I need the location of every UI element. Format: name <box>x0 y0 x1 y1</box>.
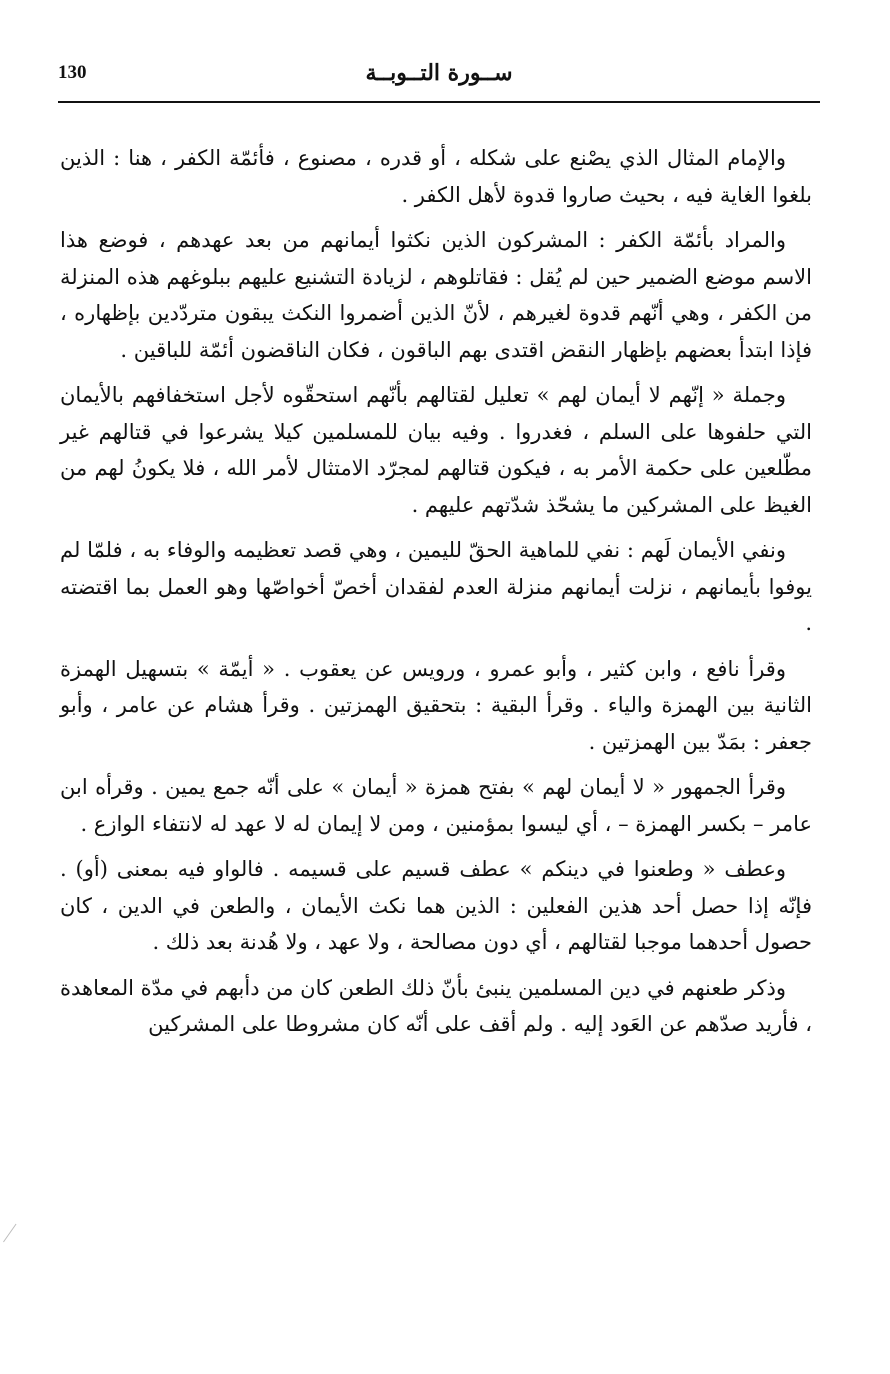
paragraph-5: وقرأ نافع ، وابن كثير ، وأبو عمرو ، ورويس عن يعقوب . « أيمّة » بتسهيل الهمزة الثانية بين الهمزة والياء . وقرأ البقية : بتحقيق الهمزتين . وقرأ هشام عن عامر ، وأبو جعفر : بمَدّ بين الهمزتين . <box>60 656 812 754</box>
body-text <box>60 140 812 1052</box>
page-header <box>58 60 820 100</box>
paragraph-6: وقرأ الجمهور « لا أيمان لهم » بفتح همزة « أيمان » على أنّه جمع يمين . وقرأه ابن عامر – بكسر الهمزة – ، أي ليسوا بمؤمنين ، ومن لا إيمان له لا عهد له لانتفاء الوازع . <box>60 775 812 836</box>
paragraph-8: وذكر طعنهم في دين المسلمين ينبئ بأنّ ذلك الطعن كان من دأبهم في مدّة المعاهدة ، فأريد صدّهم عن العَود إليه . ولم أقف على أنّه كان مشروطا على المشركين <box>60 975 812 1036</box>
paragraph-4: ونفي الأيمان لَهم : نفي للماهية الحقّ لليمين ، وهي قصد تعظيمه والوفاء به ، فلمّا لم يوفوا بأيمانهم ، نزلت أيمانهم منزلة العدم لفقدان أخصّ أخواصّها وهو العمل بما اقتضته . <box>60 538 812 635</box>
running-title: ســورة التــوبــة <box>365 60 513 86</box>
header-rule <box>58 101 820 103</box>
paragraph-7: وعطف « وطعنوا في دينكم » عطف قسيم على قسيمه . فالواو فيه بمعنى (أو) . فإنّه إذا حصل أحد هذين الفعلين : الذين هما نكث الأيمان ، والطعن في الدين ، كان حصول أحدهما موجبا لقتالهم ، أي دون مصالحة ، ولا عهد ، ولا هُدنة بعد ذلك . <box>60 857 812 954</box>
paragraph-2: والمراد بأئمّة الكفر : المشركون الذين نكثوا أيمانهم من بعد عهدهم ، فوضع هذا الاسم موضع الضمير حين لم يُقل : فقاتلوهم ، لزيادة التشنيع عليهم ببلوغهم هذه المنزلة من الكفر ، وهي أنّهم قدوة لغيرهم ، لأنّ الذين أضمروا النكث يبقون متردّدين بإظهاره ، فإذا ابتدأ بعضهم بإظهار النقض اقتدى بهم الباقون ، فكان الناقضون أئمّة للباقين . <box>60 228 812 362</box>
paragraph-3: وجملة « إنّهم لا أيمان لهم » تعليل لقتالهم بأنّهم استحقّوه لأجل استخفافهم بالأيمان التي حلفوها على السلم ، فغدروا . وفيه بيان للمسلمين كيلا يشرعوا في قتالهم غير مطّلعين على حكمة الأمر به ، فيكون قتالهم لمجرّد الامتثال لأمر الله ، فلا يكونُ لهم من الغيظ على المشركين ما يشحّذ شدّتهم عليهم . <box>60 383 812 517</box>
page-number: 130 <box>58 62 87 83</box>
scan-mark <box>3 1224 28 1251</box>
paragraph-1: والإمام المثال الذي يصْنع على شكله ، أو قدره ، مصنوع ، فأئمّة الكفر ، هنا : الذين بلغوا الغاية فيه ، بحيث صاروا قدوة لأهل الكفر . <box>60 146 812 207</box>
